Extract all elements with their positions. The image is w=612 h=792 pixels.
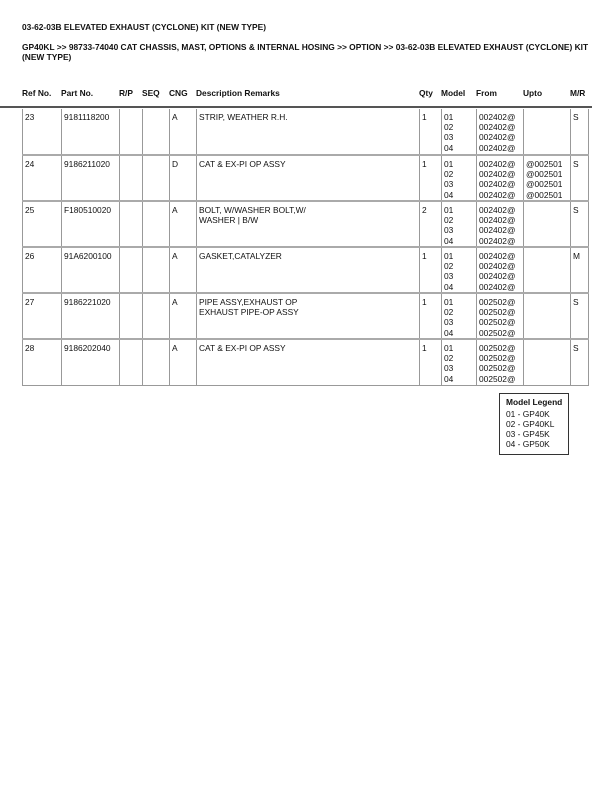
from-line: 002402@ <box>479 159 516 169</box>
cell-upto <box>524 247 571 293</box>
desc-line: PIPE ASSY,EXHAUST OP <box>199 297 298 307</box>
models-line: 03 <box>444 363 454 374</box>
desc-line: BOLT, W/WASHER BOLT,W/ <box>199 205 306 215</box>
column-header: Qty <box>419 88 433 98</box>
column-header: M/R <box>570 88 586 98</box>
column-header: R/P <box>119 88 133 98</box>
column-header: SEQ <box>142 88 160 98</box>
cell-models <box>442 293 477 339</box>
table-row <box>23 109 589 155</box>
table-row <box>23 247 589 293</box>
cell-ref: 23 <box>23 109 62 155</box>
cell-ref: 27 <box>23 293 62 339</box>
from-line: 002402@ <box>479 205 516 215</box>
from-line: 002402@ <box>479 169 516 180</box>
cell-desc <box>197 201 420 247</box>
cell-qty: 2 <box>420 201 442 247</box>
cell-ref: 25 <box>23 201 62 247</box>
upto-line <box>526 271 568 281</box>
legend-item: 04 - GP50K <box>506 439 550 449</box>
legend-item: 01 - GP40K <box>506 409 550 419</box>
from-line: 002402@ <box>479 281 516 292</box>
models-line: 01 <box>444 251 454 261</box>
cell-from <box>477 247 524 293</box>
cell-from <box>477 109 524 155</box>
cell-seq <box>143 339 170 385</box>
cell-seq <box>143 293 170 339</box>
models-line: 04 <box>444 189 454 200</box>
cell-seq <box>143 201 170 247</box>
from-line: 002402@ <box>479 235 516 246</box>
from-line: 002402@ <box>479 179 516 190</box>
legend-title: Model Legend <box>506 397 563 407</box>
column-header: Upto <box>523 88 543 98</box>
cell-upto <box>524 339 571 385</box>
cell-from <box>477 293 524 339</box>
from-line: 002402@ <box>479 261 516 272</box>
from-line: 002402@ <box>479 189 516 200</box>
cell-part: F180510020 <box>62 201 120 247</box>
upto-line <box>526 132 568 142</box>
from-line: 002502@ <box>479 353 516 364</box>
cell-desc <box>197 155 420 201</box>
upto-line <box>526 353 568 363</box>
cell-desc <box>197 109 420 155</box>
upto-line <box>526 112 568 122</box>
legend-item: 02 - GP40KL <box>506 419 555 429</box>
upto-line <box>526 143 568 153</box>
from-line: 002502@ <box>479 373 516 384</box>
cell-cng: A <box>170 247 197 293</box>
models-line: 02 <box>444 215 454 226</box>
upto-line <box>526 205 568 215</box>
models-line: 03 <box>444 179 454 190</box>
cell-from <box>477 201 524 247</box>
models-line: 04 <box>444 281 454 292</box>
models-line: 03 <box>444 132 454 143</box>
upto-line <box>526 261 568 271</box>
cell-cng: A <box>170 293 197 339</box>
cell-upto <box>524 109 571 155</box>
cell-part: 9186202040 <box>62 339 120 385</box>
cell-qty: 1 <box>420 293 442 339</box>
upto-line <box>526 215 568 225</box>
cell-mr: S <box>571 339 589 385</box>
cell-mr: S <box>571 201 589 247</box>
from-line: 002502@ <box>479 307 516 318</box>
cell-rp <box>120 109 143 155</box>
desc-line: WASHER | B/W <box>199 215 259 226</box>
models-line: 02 <box>444 122 454 133</box>
upto-line: @002501 <box>526 179 563 190</box>
cell-mr: M <box>571 247 589 293</box>
models-line: 04 <box>444 327 454 338</box>
cell-mr: S <box>571 293 589 339</box>
cell-ref: 28 <box>23 339 62 385</box>
models-line: 04 <box>444 142 454 153</box>
upto-line <box>526 236 568 246</box>
models-line: 01 <box>444 159 454 169</box>
models-line: 01 <box>444 112 454 122</box>
breadcrumb: GP40KL >> 98733-74040 CAT CHASSIS, MAST, OPTIONS & INTERNAL HOSING >> OPTION >> 03-62-03B ELEVATED EXHAUST (CYCLONE) KIT (NEW TYPE) <box>22 42 589 62</box>
upto-line: @002501 <box>526 169 563 180</box>
table-row <box>23 339 589 385</box>
cell-models <box>442 109 477 155</box>
cell-seq <box>143 247 170 293</box>
cell-ref: 26 <box>23 247 62 293</box>
desc-line: GASKET,CATALYZER <box>199 251 282 261</box>
from-line: 002402@ <box>479 225 516 236</box>
desc-line: EXHAUST PIPE-OP ASSY <box>199 307 299 318</box>
model-legend <box>499 393 569 455</box>
upto-line <box>526 122 568 132</box>
cell-mr: S <box>571 155 589 201</box>
models-line: 03 <box>444 225 454 236</box>
cell-part: 91A6200100 <box>62 247 120 293</box>
cell-qty: 1 <box>420 247 442 293</box>
desc-line: CAT & EX-PI OP ASSY <box>199 343 286 353</box>
desc-line: STRIP, WEATHER R.H. <box>199 112 288 122</box>
from-line: 002502@ <box>479 343 516 353</box>
models-line: 03 <box>444 271 454 282</box>
models-line: 01 <box>444 205 454 215</box>
cell-desc <box>197 339 420 385</box>
cell-models <box>442 201 477 247</box>
cell-from <box>477 155 524 201</box>
models-line: 02 <box>444 169 454 180</box>
column-header: Ref No. <box>22 88 52 98</box>
upto-line <box>526 328 568 338</box>
upto-line: @002501 <box>526 159 563 169</box>
from-line: 002502@ <box>479 297 516 307</box>
cell-ref: 24 <box>23 155 62 201</box>
from-line: 002502@ <box>479 363 516 374</box>
upto-line <box>526 225 568 235</box>
cell-cng: A <box>170 201 197 247</box>
from-line: 002402@ <box>479 251 516 261</box>
models-line: 04 <box>444 235 454 246</box>
page-title: 03-62-03B ELEVATED EXHAUST (CYCLONE) KIT (NEW TYPE) <box>22 22 266 32</box>
models-line: 04 <box>444 373 454 384</box>
models-line: 01 <box>444 343 454 353</box>
upto-line <box>526 282 568 292</box>
cell-seq <box>143 109 170 155</box>
models-line: 02 <box>444 353 454 364</box>
cell-mr: S <box>571 109 589 155</box>
upto-line <box>526 374 568 384</box>
from-line: 002402@ <box>479 271 516 282</box>
cell-qty: 1 <box>420 109 442 155</box>
upto-line <box>526 251 568 261</box>
cell-rp <box>120 155 143 201</box>
from-line: 002402@ <box>479 112 516 122</box>
cell-desc <box>197 247 420 293</box>
cell-upto <box>524 155 571 201</box>
parts-table <box>22 109 589 386</box>
cell-rp <box>120 339 143 385</box>
cell-seq <box>143 155 170 201</box>
cell-models <box>442 247 477 293</box>
models-line: 03 <box>444 317 454 328</box>
models-line: 01 <box>444 297 454 307</box>
cell-from <box>477 339 524 385</box>
upto-line <box>526 343 568 353</box>
from-line: 002402@ <box>479 122 516 133</box>
cell-cng: A <box>170 339 197 385</box>
cell-models <box>442 339 477 385</box>
upto-line <box>526 317 568 327</box>
cell-qty: 1 <box>420 155 442 201</box>
table-row <box>23 293 589 339</box>
upto-line <box>526 307 568 317</box>
cell-upto <box>524 293 571 339</box>
from-line: 002502@ <box>479 317 516 328</box>
cell-rp <box>120 247 143 293</box>
cell-rp <box>120 293 143 339</box>
column-header: CNG <box>169 88 188 98</box>
table-header <box>0 88 592 108</box>
table-row <box>23 201 589 247</box>
cell-models <box>442 155 477 201</box>
upto-line: @002501 <box>526 189 563 200</box>
from-line: 002402@ <box>479 142 516 153</box>
column-header: Description Remarks <box>196 88 280 98</box>
upto-line <box>526 363 568 373</box>
cell-qty: 1 <box>420 339 442 385</box>
from-line: 002402@ <box>479 132 516 143</box>
from-line: 002402@ <box>479 215 516 226</box>
column-header: Part No. <box>61 88 94 98</box>
cell-upto <box>524 201 571 247</box>
table-row <box>23 155 589 201</box>
cell-cng: D <box>170 155 197 201</box>
cell-part: 9181118200 <box>62 109 120 155</box>
cell-rp <box>120 201 143 247</box>
legend-item: 03 - GP45K <box>506 429 550 439</box>
column-header: Model <box>441 88 466 98</box>
desc-line: CAT & EX-PI OP ASSY <box>199 159 286 169</box>
cell-cng: A <box>170 109 197 155</box>
cell-desc <box>197 293 420 339</box>
cell-part: 9186211020 <box>62 155 120 201</box>
from-line: 002502@ <box>479 327 516 338</box>
column-header: From <box>476 88 497 98</box>
upto-line <box>526 297 568 307</box>
cell-part: 9186221020 <box>62 293 120 339</box>
models-line: 02 <box>444 261 454 272</box>
models-line: 02 <box>444 307 454 318</box>
